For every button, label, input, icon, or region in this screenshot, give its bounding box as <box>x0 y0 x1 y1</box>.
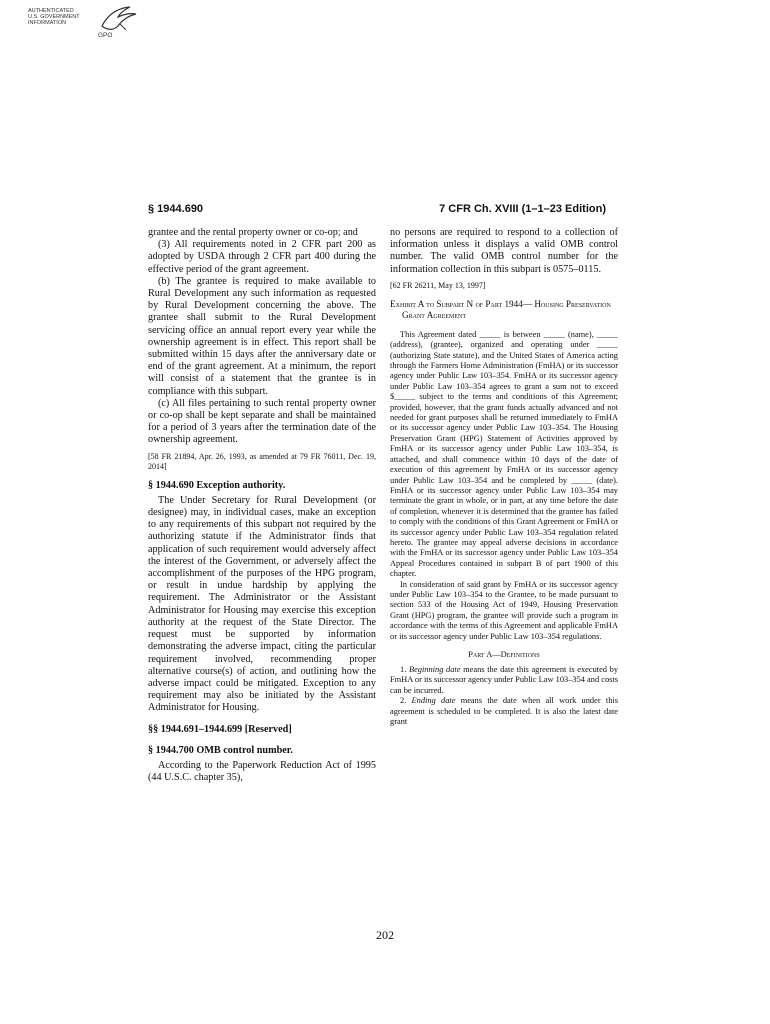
header-section-number: § 1944.690 <box>148 203 204 215</box>
running-head <box>148 203 606 219</box>
section-heading-reserved: §§ 1944.691–1944.699 [Reserved] <box>148 723 292 735</box>
eagle-icon <box>100 4 140 34</box>
section-heading-1944-700: § 1944.700 OMB control number. <box>148 744 293 756</box>
paragraph: (b) The grantee is required to make available to Rural Development any such information as requested by Rural Development concerning the above. The grantee shall submit to the Rural Development servicing office an annual report every year while the ownership agreement is in effect. This report shall be submitted within 15 days after the anniversary date or end of the grant agreement. At a minimum, the report will consist of a statement that the grantee is in compliance with this subpart. <box>148 275 376 397</box>
citation: [58 FR 21894, Apr. 26, 1993, as amended at 79 FR 76011, Dec. 19, 2014] <box>148 451 376 471</box>
gpo-label: GPO <box>98 32 113 39</box>
definition-term: Beginning date <box>408 665 461 674</box>
definition-term: Ending date <box>411 696 456 706</box>
page-number: 202 <box>376 928 394 942</box>
agreement-paragraph: This Agreement dated _____ is between _____ (name), _____ (address), (grantee), organized and operating under _____ (authorizing State statute), and the United States of America acting through the Farmers Home Administration (FmHA) or its successor agency under Public Law 103–354. FmHA or its successor agency under Public Law 103–354 agrees to grant a sum not to exceed $_____ subject to the terms and conditions of this Agreement; provided, however, that the grant funds actually advanced and not needed for grant purposes shall be returned immediately to FmHA or its successor agency under Public Law 103–354. The Housing Preservation Grant (HPG) Statement of Activities approved by FmHA or its successor agency under Public Law 103–354, is attached, and shall commence within 10 days of the date of execution of this agreement by FmHA or its successor agency under Public Law 103–354 and be completed by _____ (date). FmHA or its successor agency under Public Law 103–354 may terminate the grant in whole, or in part, at any time before the date of completion, whenever it is determined that the grantee has failed to comply with the conditions of this Grant Agreement or FmHA or its successor agency under Public Law 103–354 regulation related hereto. The grantee may appeal adverse decisions in accordance with the FmHA or its successor agency under Public Law 103–354 Appeal Procedures contained in subpart B of part 1900 of this chapter. <box>390 329 618 579</box>
exhibit-title: Housing Preservation Grant Agreement <box>402 298 611 321</box>
left-column <box>148 227 376 784</box>
section-heading-1944-690: § 1944.690 Exception authority. <box>148 479 286 491</box>
exhibit-heading <box>390 299 618 322</box>
paragraph: no persons are required to respond to a collection of information unless it displays a valid OMB control number. The valid OMB control number for the information collection in this subpart is 0575–0115. <box>390 227 618 275</box>
citation: [62 FR 26211, May 13, 1997] <box>390 280 486 290</box>
definition-text: means the date when all work under this agreement is scheduled to be completed. It is also the latest date grant <box>390 696 618 727</box>
definition-number: 2. <box>400 696 407 706</box>
right-column <box>390 227 618 727</box>
gpo-authentication-seal <box>28 4 140 44</box>
seal-text <box>28 8 104 26</box>
part-a-heading: Part A—Definitions <box>468 650 540 659</box>
paragraph: According to the Paperwork Reduction Act of 1995 (44 U.S.C. chapter 35), <box>148 759 376 784</box>
seal-line-1: AUTHENTICATED <box>28 8 74 14</box>
definition-item <box>390 665 618 696</box>
definition-item <box>390 696 618 727</box>
definition-number: 1. <box>400 665 407 674</box>
agreement-paragraph: In consideration of said grant by FmHA or its successor agency under Public Law 103–354 to the Grantee, to be made pursuant to section 533 of the Housing Act of 1949, Housing Preservation Grant (HPG) program, the grantee will provide such a program in accordance with the terms of this Agreement and applicable FmHA or its successor agency under Public Law 103–354 regulations. <box>390 579 618 641</box>
exhibit-prefix: Exhibit A to Subpart N of Part 1944— <box>390 298 533 309</box>
paragraph: (c) All files pertaining to such rental property owner or co-op shall be kept separate and shall be maintained for a period of 3 years after the termination date of the ownership agreement. <box>148 397 376 446</box>
definition-text: means the date this agreement is executed by FmHA or its successor agency under Public Law 103–354 and costs can be incurred. <box>390 665 619 695</box>
paragraph: The Under Secretary for Rural Development (or designee) may, in individual cases, make an exception to any requirements of this subpart not required by the authorizing statute if the Administrator finds that application of such requirement would adversely affect the interest of the Government, or adversely affect the accomplishment of the purposes of the HPG program, or result in undue hardship by applying the requirement. The Administrator or the Assistant Administrator for Housing may exercise this exception authority at the request of the State Director. The request must be supported by information demonstrating the adverse impact, citing the particular requirement involved, recommending proper alternative course(s) of action, and outlining how the adverse impact could be mitigated. Exception to any requirement may also be initiated by the Assistant Administrator for Housing. <box>148 494 376 714</box>
seal-line-2: U.S. GOVERNMENT <box>28 14 80 20</box>
paragraph: grantee and the rental property owner or co-op; and <box>148 227 358 238</box>
seal-line-3: INFORMATION <box>28 20 67 26</box>
header-edition: 7 CFR Ch. XVIII (1–1–23 Edition) <box>439 203 606 215</box>
paragraph: (3) All requirements noted in 2 CFR part 200 as adopted by USDA through 2 CFR part 400 during the effective period of the grant agreement. <box>148 239 376 275</box>
